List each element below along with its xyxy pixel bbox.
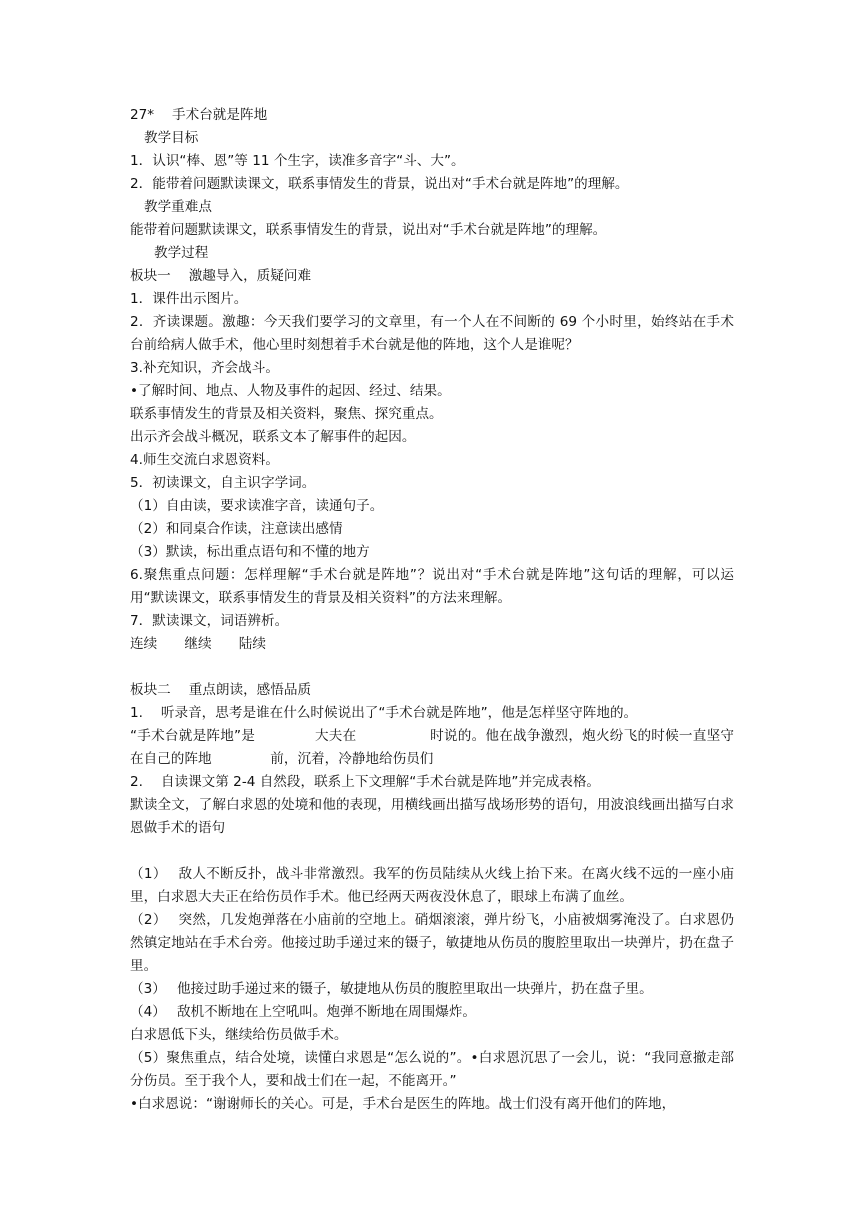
word-list: 连续 继续 陆续 xyxy=(130,636,266,652)
key-points-heading: 教学重难点 xyxy=(144,199,212,215)
spacer xyxy=(130,656,734,679)
text-excerpt: （4） 敌机不断地在上空吼叫。炮弹不断地在周围爆炸。 xyxy=(130,1004,477,1020)
lesson-title: 27* 手术台就是阵地 xyxy=(130,107,268,123)
block1-heading: 板块一 激趣导入，质疑问难 xyxy=(130,268,312,284)
step-item: 2．齐读课题。激趣：今天我们要学习的文章里，有一个人在不间断的 69 个小时里，始终站在手术台前给病人做手术，他心里时刻想着手术台就是他的阵地，这个人是谁呢？ xyxy=(130,314,734,353)
text-excerpt: •白求恩说：“谢谢师长的关心。可是，手术台是医生的阵地。战士们没有离开他们的阵地， xyxy=(130,1096,676,1112)
goal-item: 1．认识“棒、恩”等 11 个生字，读准多音字“斗、大”。 xyxy=(130,153,465,169)
paragraph: 默读全文，了解白求恩的处境和他的表现，用横线画出描写战场形势的语句，用波浪线画出描写白求恩做手术的语句 xyxy=(130,797,734,836)
lesson-plan-body xyxy=(130,104,734,1116)
process-heading: 教学过程 xyxy=(154,245,209,261)
goals-heading: 教学目标 xyxy=(144,130,199,146)
step-item: 3.补充知识，齐会战斗。 xyxy=(130,360,279,376)
text-excerpt: （5）聚焦重点，结合处境，读懂白求恩是“怎么说的”。•白求恩沉思了一会儿，说：“我同意撤走部分伤员。至于我个人，要和战士们在一起，不能离开。” xyxy=(130,1050,734,1089)
step-item: 5．初读课文，自主识字学词。 xyxy=(130,475,316,491)
text-excerpt: （1） 敌人不断反扑，战斗非常激烈。我军的伤员陆续从火线上抬下来。在离火线不远的一座小庙里，白求恩大夫正在给伤员作手术。他已经两天两夜没休息了，眼球上布满了血丝。 xyxy=(130,866,734,905)
sub-step-item: （3）默读，标出重点语句和不懂的地方 xyxy=(130,544,370,560)
bullet-item: •了解时间、地点、人物及事件的起因、经过、结果。 xyxy=(130,383,451,399)
step-item: 7．默读课文，词语辨析。 xyxy=(130,613,289,629)
sub-step-item: （1）自由读，要求读准字音，读通句子。 xyxy=(130,498,384,514)
sub-step-item: （2）和同桌合作读，注意读出感情 xyxy=(130,521,343,537)
block2-heading: 板块二 重点朗读，感悟品质 xyxy=(130,682,312,698)
step-item: 2. 自读课文第 2-4 自然段，联系上下文理解“手术台就是阵地”并完成表格。 xyxy=(130,774,601,790)
text-excerpt: （2） 突然，几发炮弹落在小庙前的空地上。硝烟滚滚，弹片纷飞，小庙被烟雾淹没了。白求恩仍然镇定地站在手术台旁。他接过助手递过来的镊子，敏捷地从伤员的腹腔里取出一块弹片，扔在盘子里。 xyxy=(130,912,734,974)
text-excerpt: 白求恩低下头，继续给伤员做手术。 xyxy=(130,1027,348,1043)
step-item: 1. 听录音，思考是谁在什么时候说出了“手术台就是阵地”，他是怎样坚守阵地的。 xyxy=(130,705,638,721)
step-item: 6.聚焦重点问题：怎样理解“手术台就是阵地”？说出对“手术台就是阵地”这句话的理解，可以运用“默读课文，联系事情发生的背景及相关资料”的方法来理解。 xyxy=(130,567,734,606)
paragraph: 联系事情发生的背景及相关资料，聚焦、探究重点。 xyxy=(130,406,443,422)
goal-item: 2．能带着问题默读课文，联系事情发生的背景，说出对“手术台就是阵地”的理解。 xyxy=(130,176,629,192)
text-excerpt: （3） 他接过助手递过来的镊子，敏捷地从伤员的腹腔里取出一块弹片，扔在盘子里。 xyxy=(130,981,653,997)
step-item: 1．课件出示图片。 xyxy=(130,291,248,307)
paragraph: 出示齐会战斗概况，联系文本了解事件的起因。 xyxy=(130,429,416,445)
spacer xyxy=(130,840,734,863)
fill-in-blank: “手术台就是阵地”是 大夫在 时说的。他在战争激烈，炮火纷飞的时候一直坚守在自己的阵地 前，沉着，冷静地给伤员们 xyxy=(130,728,734,767)
key-points-text: 能带着问题默读课文，联系事情发生的背景，说出对“手术台就是阵地”的理解。 xyxy=(130,222,607,238)
step-item: 4.师生交流白求恩资料。 xyxy=(130,452,279,468)
